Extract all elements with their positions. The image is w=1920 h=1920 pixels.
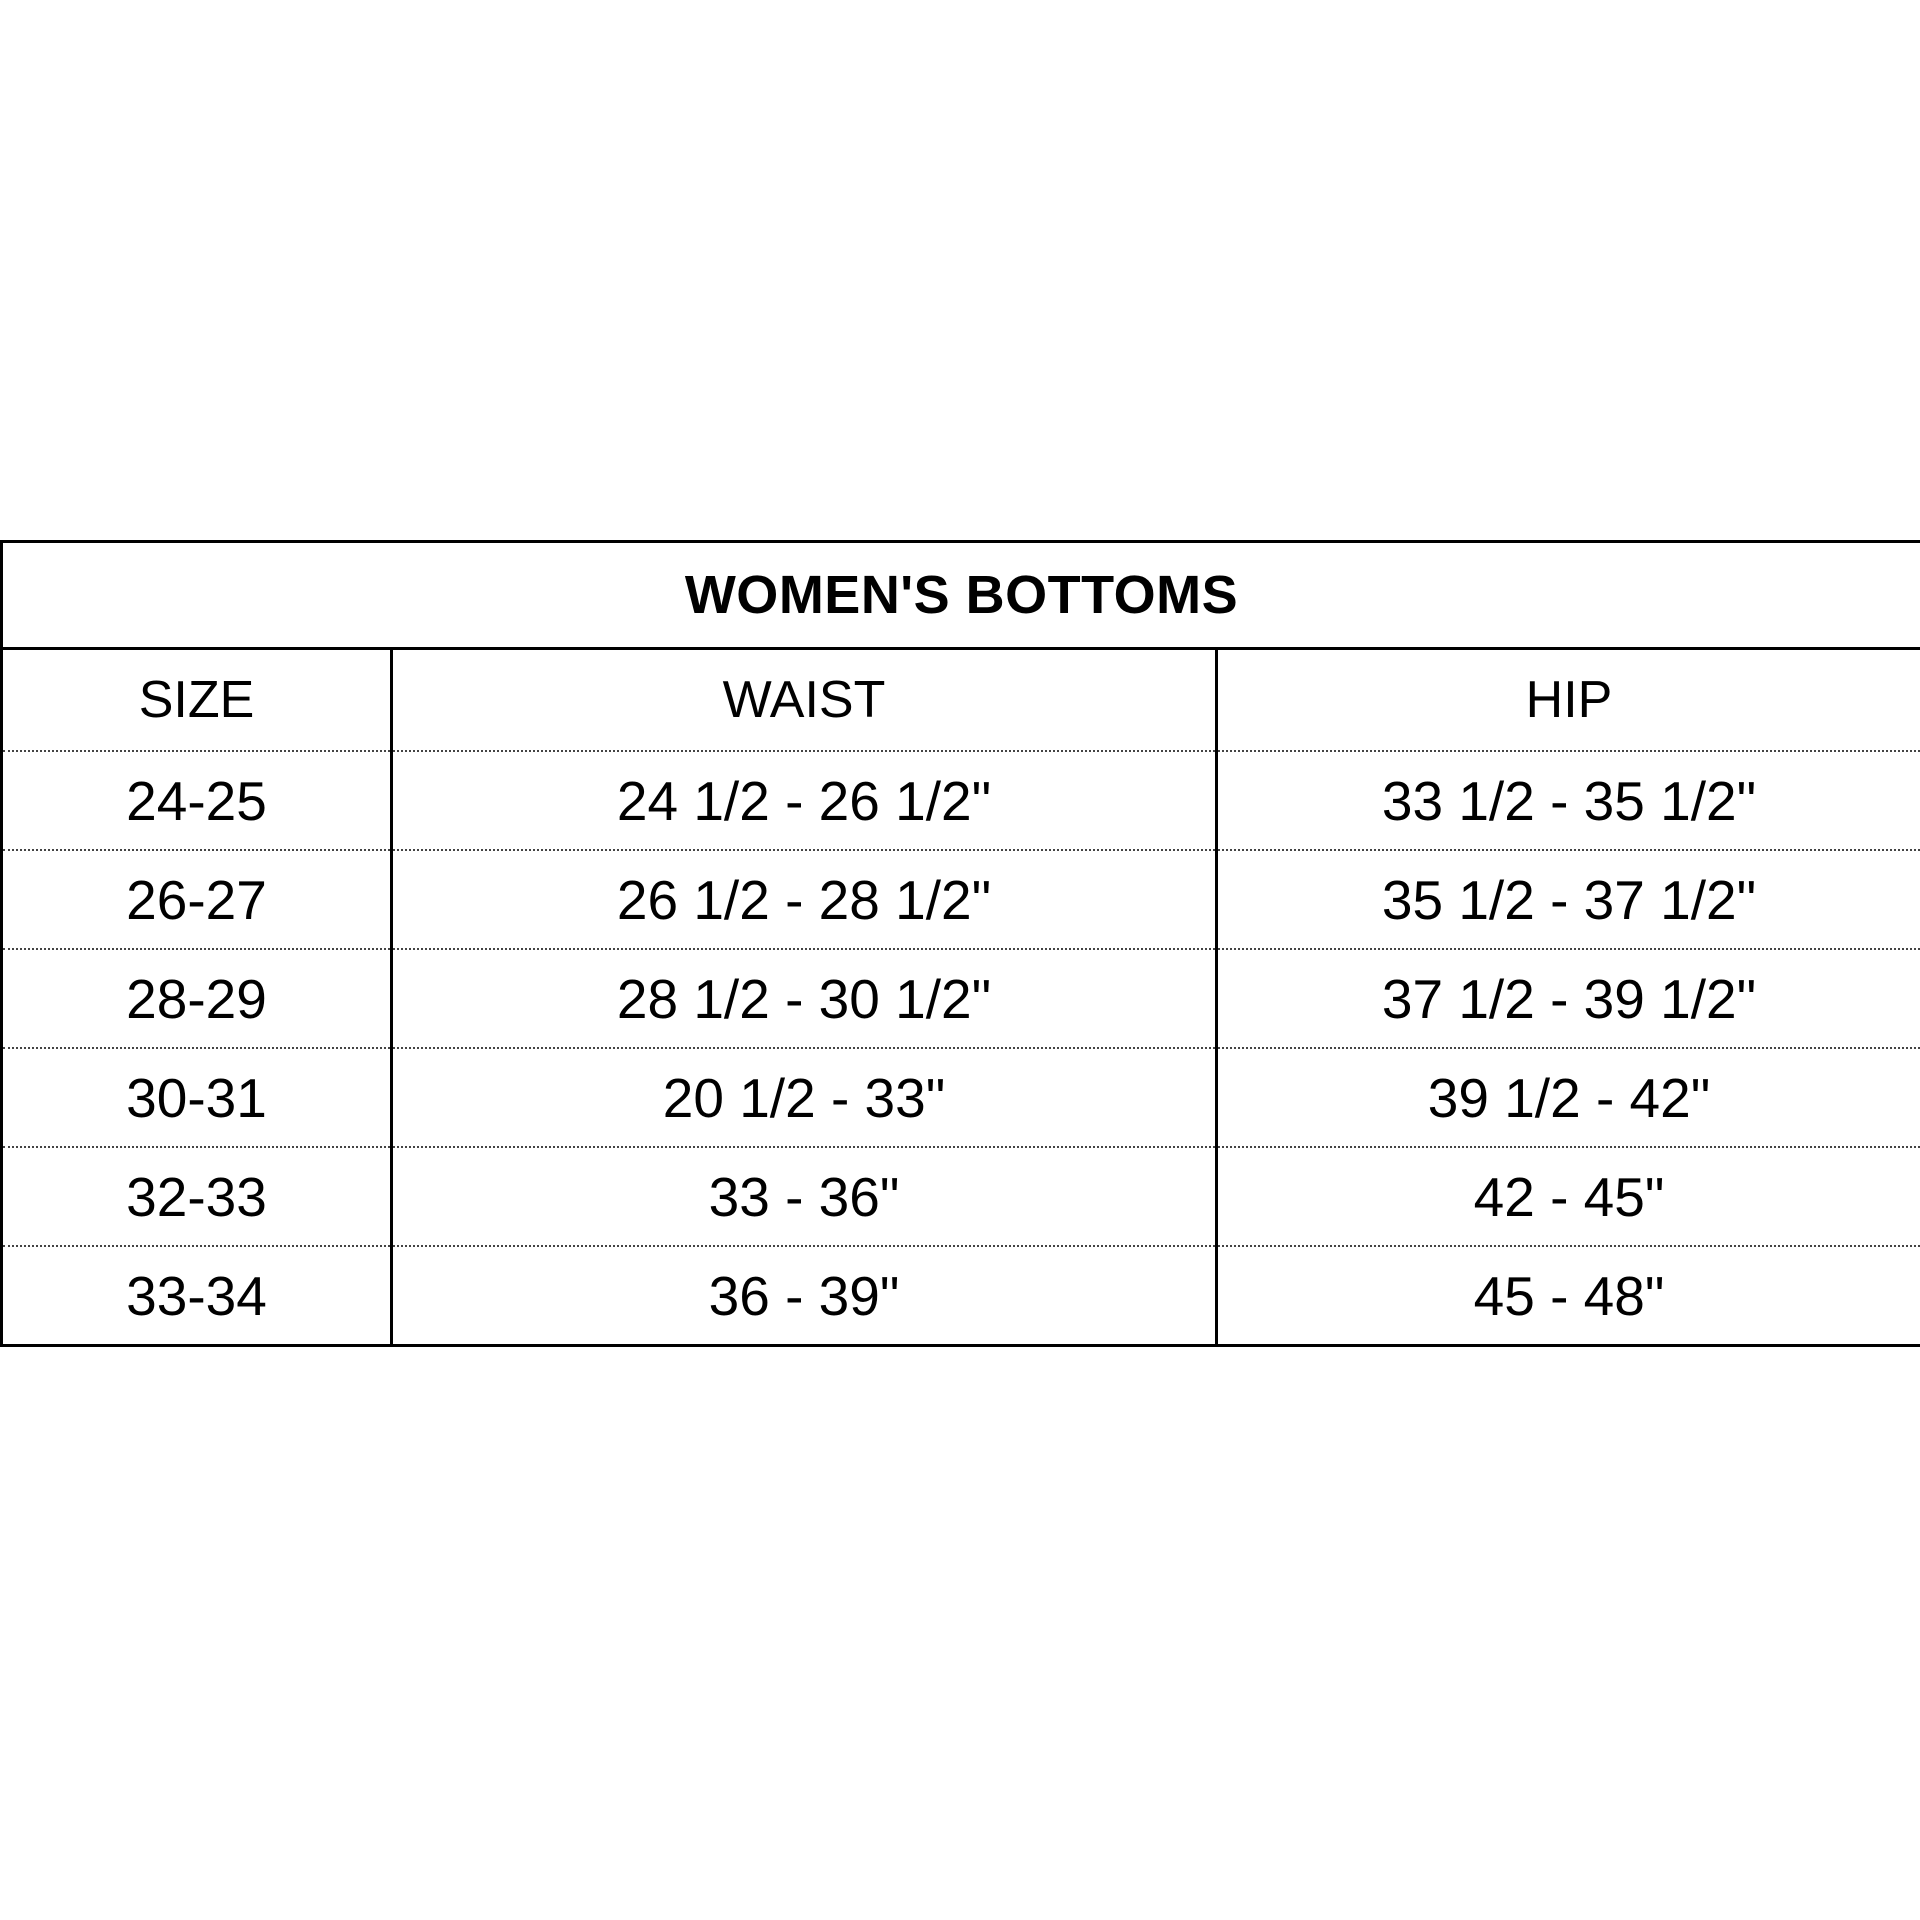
table-row <box>2 850 1920 949</box>
column-header-waist: WAIST <box>392 649 1217 752</box>
cell-waist: 33 - 36" <box>392 1147 1217 1246</box>
cell-hip: 39 1/2 - 42" <box>1217 1048 1920 1147</box>
cell-hip: 33 1/2 - 35 1/2" <box>1217 751 1920 850</box>
size-chart-sheet <box>0 540 1920 1347</box>
cell-waist: 26 1/2 - 28 1/2" <box>392 850 1217 949</box>
table-row <box>2 751 1920 850</box>
table-row <box>2 1048 1920 1147</box>
table-header-row <box>2 649 1920 752</box>
cell-size: 32-33 <box>2 1147 392 1246</box>
column-header-size: SIZE <box>2 649 392 752</box>
cell-size: 24-25 <box>2 751 392 850</box>
cell-waist: 20 1/2 - 33" <box>392 1048 1217 1147</box>
cell-hip: 37 1/2 - 39 1/2" <box>1217 949 1920 1048</box>
cell-hip: 42 - 45" <box>1217 1147 1920 1246</box>
cell-hip: 35 1/2 - 37 1/2" <box>1217 850 1920 949</box>
cell-size: 33-34 <box>2 1246 392 1346</box>
cell-hip: 45 - 48" <box>1217 1246 1920 1346</box>
table-row <box>2 949 1920 1048</box>
size-chart-table <box>0 540 1920 1347</box>
table-row <box>2 1147 1920 1246</box>
cell-size: 26-27 <box>2 850 392 949</box>
column-header-hip: HIP <box>1217 649 1920 752</box>
cell-waist: 24 1/2 - 26 1/2" <box>392 751 1217 850</box>
cell-size: 30-31 <box>2 1048 392 1147</box>
table-row <box>2 1246 1920 1346</box>
cell-waist: 28 1/2 - 30 1/2" <box>392 949 1217 1048</box>
cell-size: 28-29 <box>2 949 392 1048</box>
page-title: WOMEN'S BOTTOMS <box>2 542 1920 649</box>
cell-waist: 36 - 39" <box>392 1246 1217 1346</box>
table-title-row <box>2 542 1920 649</box>
